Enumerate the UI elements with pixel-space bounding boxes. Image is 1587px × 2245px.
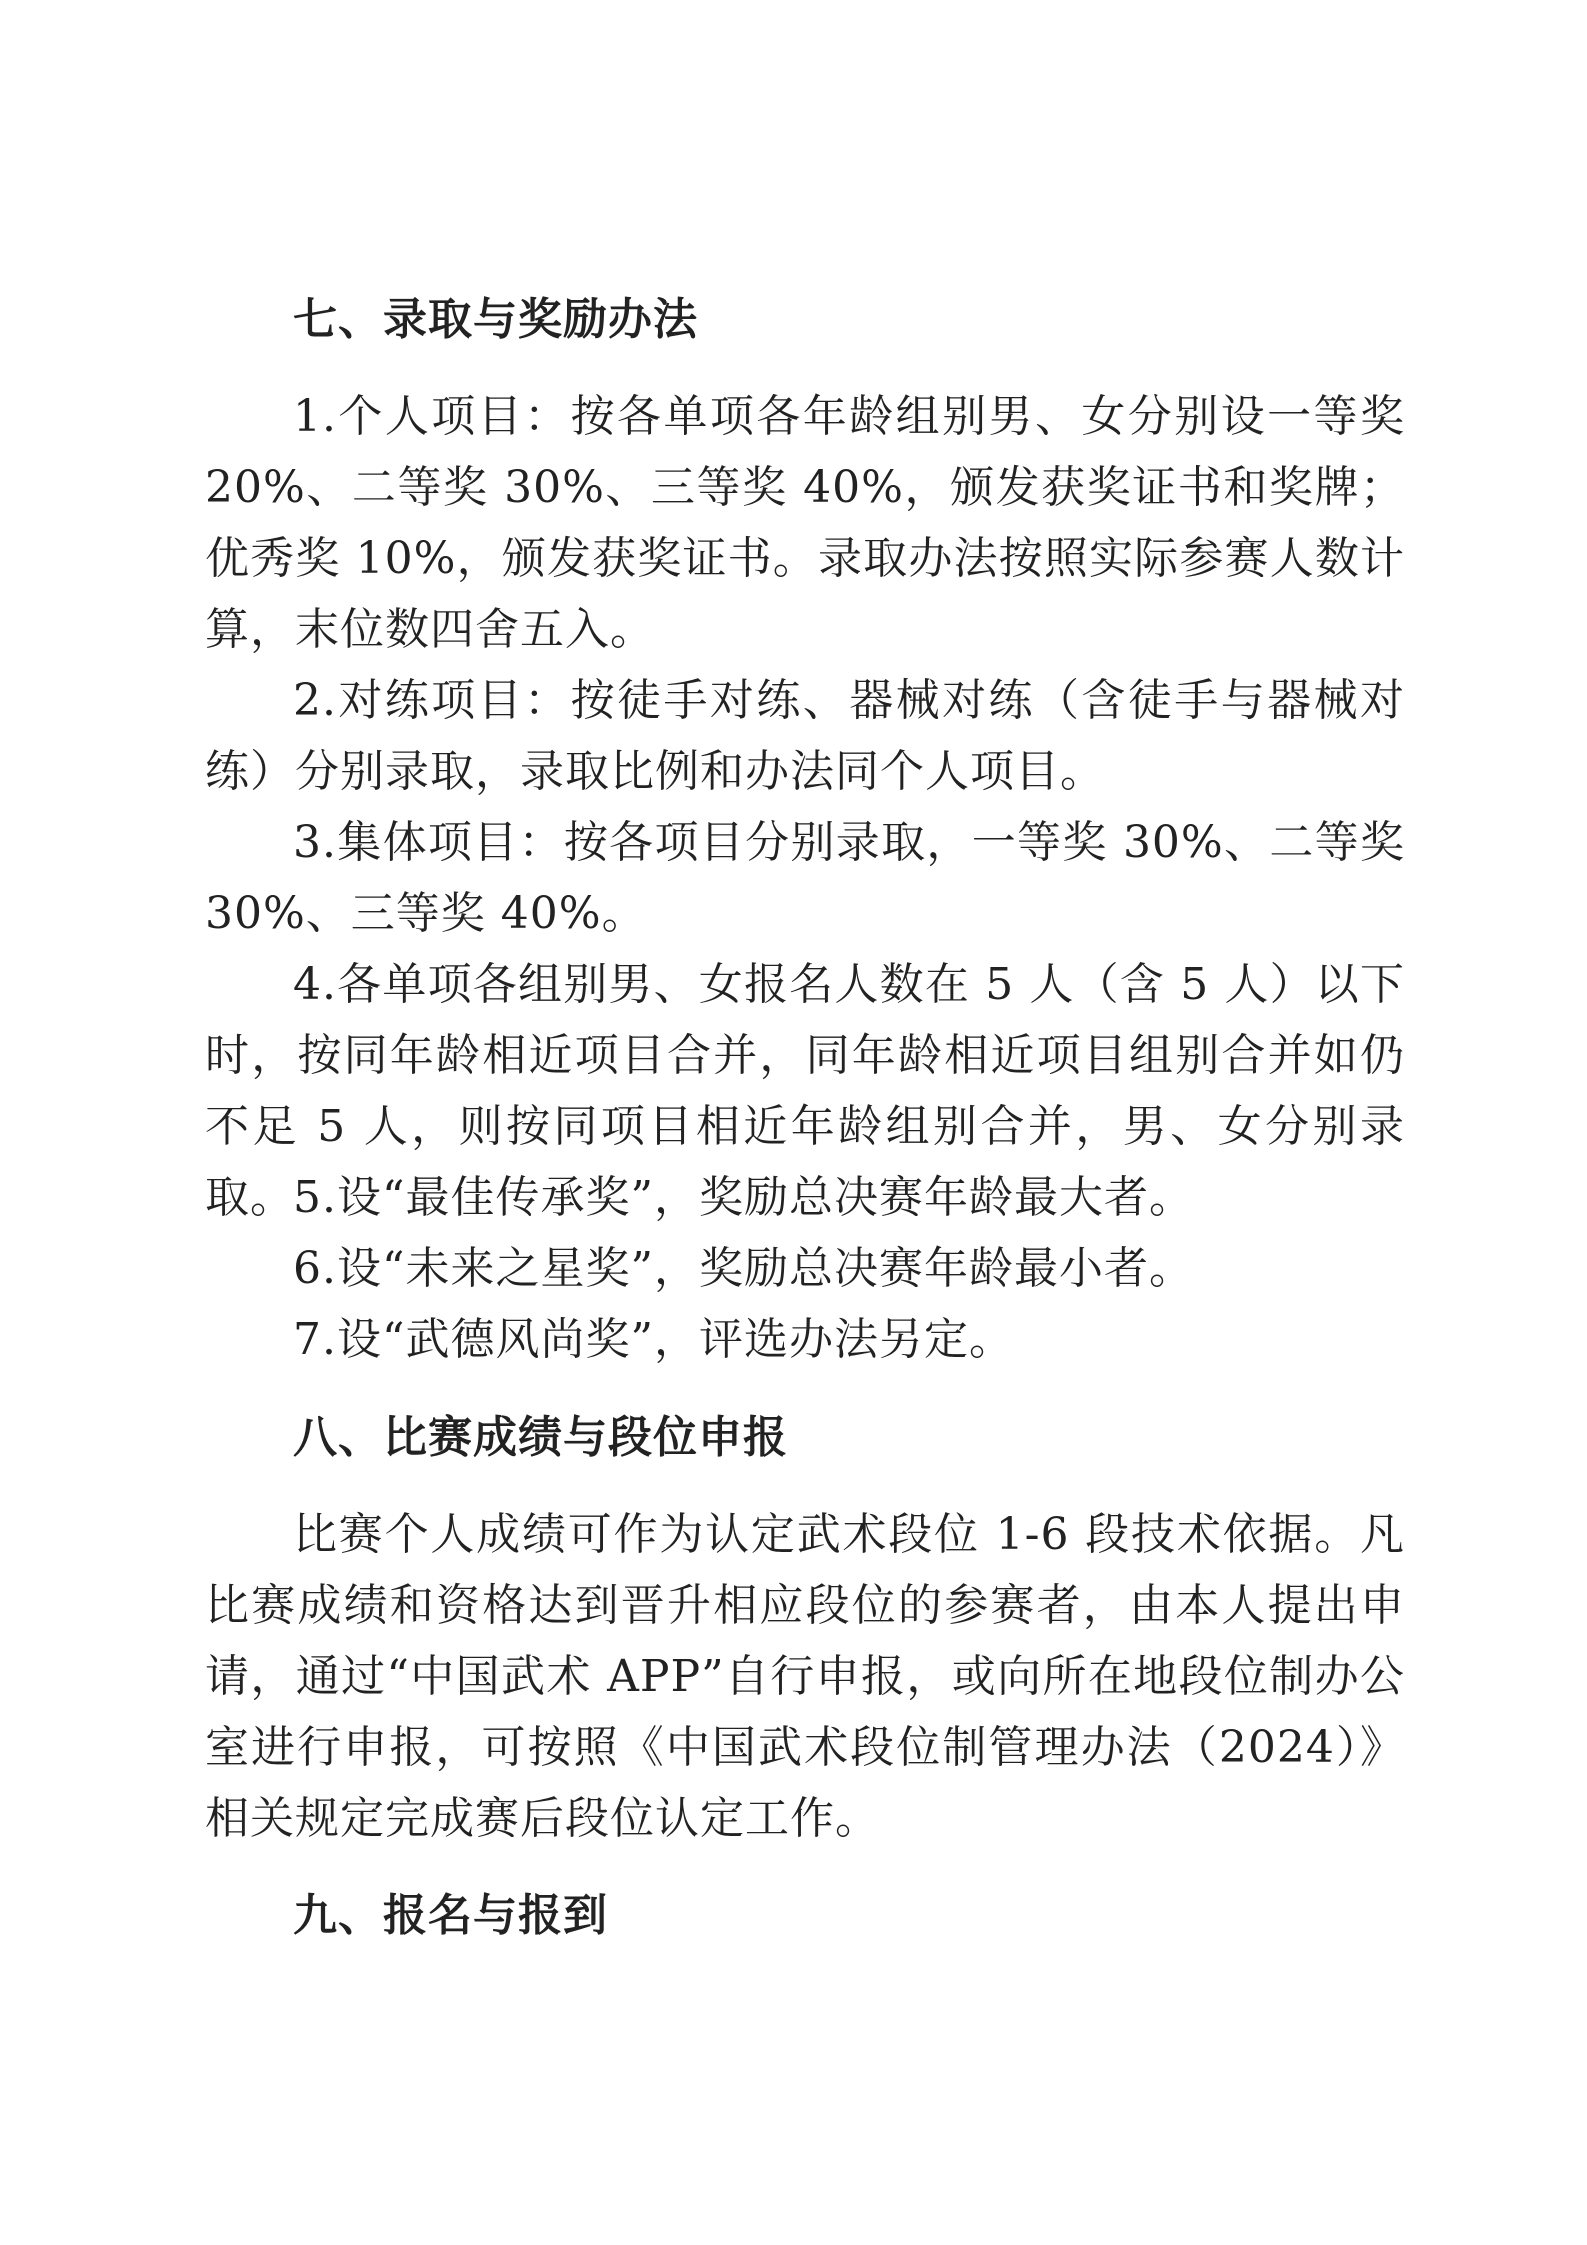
section-heading-8: 八、比赛成绩与段位申报 — [293, 1412, 788, 1463]
paragraph-future-star-award: 6.设“未来之星奖”，奖励总决赛年龄最小者。 — [293, 1243, 1194, 1294]
section-heading-9: 九、报名与报到 — [293, 1890, 608, 1941]
paragraph-duel-events: 2.对练项目：按徒手对练、器械对练（含徒手与器械对练）分别录取，录取比例和办法同个人项目。 — [205, 675, 1405, 797]
paragraph-sportsmanship-award: 7.设“武德风尚奖”，评选办法另定。 — [293, 1314, 1014, 1365]
paragraph-duan-application: 比赛个人成绩可作为认定武术段位 1-6 段技术依据。凡比赛成绩和资格达到晋升相应段位的参赛者，由本人提出申请，通过“中国武术 APP”自行申报，或向所在地段位制办公室进行申报，可按照《中国武术段位制管理办法（2024）》相关规定完成赛后段位认定工作。 — [205, 1509, 1405, 1844]
paragraph-heritage-award: 5.设“最佳传承奖”，奖励总决赛年龄最大者。 — [293, 1172, 1194, 1223]
paragraph-individual-events: 1.个人项目：按各单项各年龄组别男、女分别设一等奖 20%、二等奖 30%、三等奖 40%，颁发获奖证书和奖牌；优秀奖 10%，颁发获奖证书。录取办法按照实际参赛人数计算，末位数四舍五入。 — [205, 391, 1405, 655]
section-heading-7: 七、录取与奖励办法 — [293, 294, 698, 345]
paragraph-group-events: 3.集体项目：按各项目分别录取，一等奖 30%、二等奖 30%、三等奖 40%。 — [205, 817, 1405, 939]
paragraph-merge-rule: 4.各单项各组别男、女报名人数在 5 人（含 5 人）以下时，按同年龄相近项目合并，同年龄相近项目组别合并如仍不足 5 人，则按同项目相近年龄组别合并，男、女分别录取。 — [205, 959, 1405, 1223]
